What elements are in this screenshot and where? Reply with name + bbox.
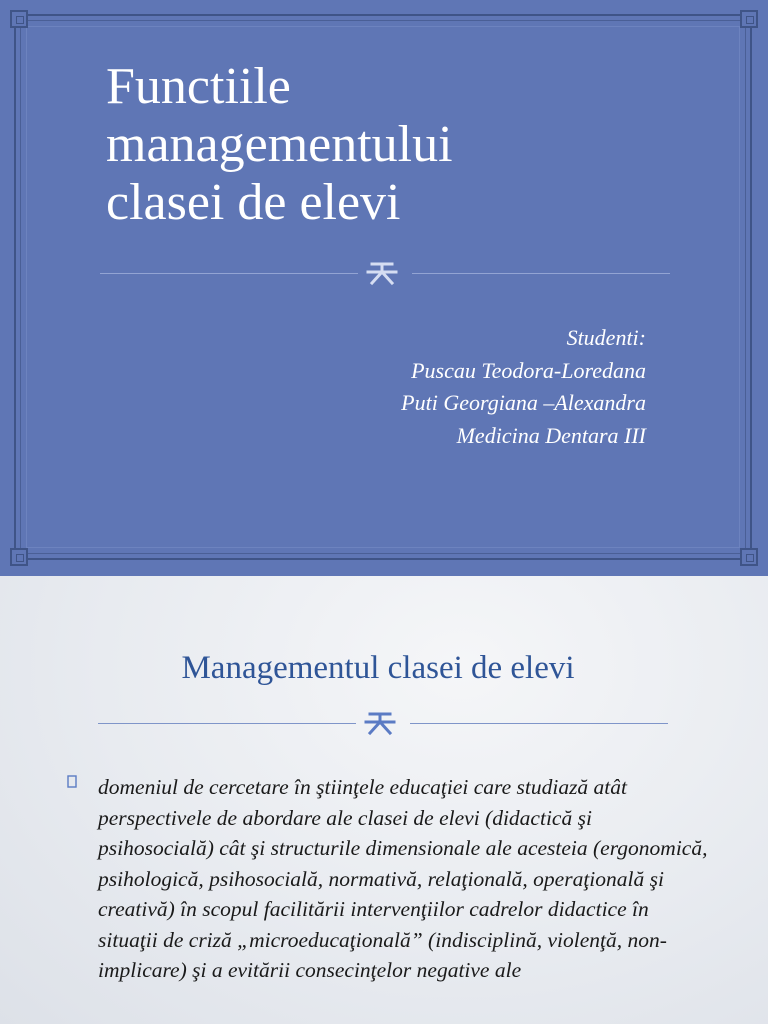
subtitle-line: Medicina Dentara III <box>456 422 646 448</box>
subtitle-line: Puscau Teodora-Loredana <box>411 357 646 383</box>
slide-subtitle <box>401 322 646 452</box>
content-divider <box>98 708 668 738</box>
square-bullet-icon <box>66 774 80 790</box>
slide-title-line: Functiile <box>106 58 291 115</box>
corner-ornament-icon <box>10 548 28 566</box>
ornament-divider-icon <box>364 258 400 288</box>
divider-line-left <box>98 723 356 724</box>
divider-line-right <box>410 723 668 724</box>
corner-ornament-icon <box>740 548 758 566</box>
divider-line-left <box>100 273 358 274</box>
content-slide <box>0 576 768 1024</box>
corner-ornament-icon <box>10 10 28 28</box>
corner-ornament-icon <box>740 10 758 28</box>
ornament-divider-icon <box>362 708 398 738</box>
slide-title-line: clasei de elevi <box>106 174 401 231</box>
bullet-text: domeniul de cercetare în ştiinţele educaţiei care studiază atât perspectivele de abordare ale clasei de elevi (didactică şi psihosocială) cât şi structurile dimensionale ale acesteia (ergonomică, psihologică, psihosocială, normativă, relaţională, operaţională şi creativă) în scopul facilitării intervenţiilor cadrelor didactice în situaţii de criză „microeducaţională” (indisciplină, violenţă, non-implicare) şi a evitării consecinţelor negative ale <box>98 775 708 982</box>
slide-title-line: managementului <box>106 116 453 173</box>
title-divider <box>100 258 670 288</box>
slide-title <box>106 58 666 232</box>
content-slide-title: Managementul clasei de elevi <box>181 650 575 686</box>
subtitle-line: Puti Georgiana –Alexandra <box>401 390 646 415</box>
subtitle-line: Studenti: <box>566 325 646 350</box>
divider-line-right <box>412 273 670 274</box>
